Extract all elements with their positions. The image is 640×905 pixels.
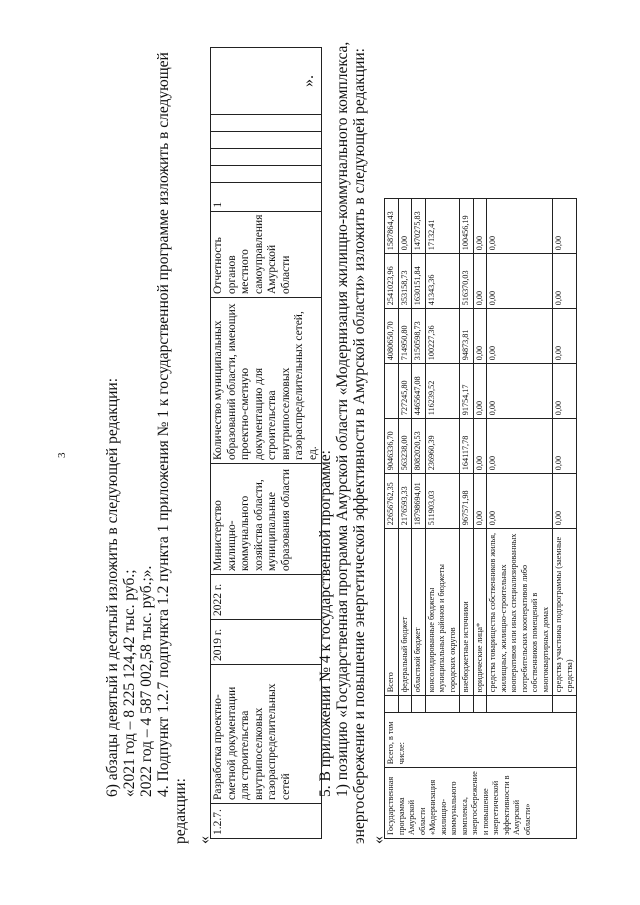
cell-value: 1470275,83 (412, 199, 426, 254)
paragraph-2021: «2021 год – 8 225 124,42 тыс. руб.; (121, 569, 138, 797)
cell-value: 563238,00 (398, 419, 412, 474)
cell-empty (487, 696, 553, 713)
cell-value: 727245,80 (398, 364, 412, 419)
cell-value: 0,00 (473, 199, 487, 254)
cell-reporting: Отчетность органов местного самоуправления Амурской области (211, 211, 322, 297)
cell-value: 967571,98 (460, 474, 474, 529)
cell-empty (211, 148, 322, 165)
cell-number: 1.2.7. (211, 804, 322, 839)
row-label: внебюджетные источники (460, 529, 474, 696)
cell-value: 0,00 (553, 364, 577, 419)
paragraph-4-line1: 4. Подпункт 1.2.7 подпункта 1.2 пункта 1 приложения № 1 к государственной программе изложить в следующей (155, 52, 172, 797)
funding-table (384, 198, 577, 839)
paragraph-5: 5. В приложении № 4 к государственной программе: (317, 450, 334, 797)
row-label: средства товарищества собственников жилья, жилищных, жилищно-строительных кооперативов или иных специализированных потребительских кооперативов либо собственников помещений в многоквартирных домах (487, 529, 553, 696)
cell-value: 2541023,96 (385, 254, 399, 309)
cell-value: 18798694,01 (412, 474, 426, 529)
page-number: 3 (56, 452, 68, 458)
cell-empty (398, 696, 412, 713)
cell-value: 0,00 (553, 474, 577, 529)
cell-value: 94873,81 (460, 309, 474, 364)
cell-value: 0,00 (487, 474, 553, 529)
cell-value: 0,00 (398, 199, 412, 254)
cell-empty (553, 696, 577, 713)
cell-value: 0,00 (553, 309, 577, 364)
paragraph-4-line2: редакции: (172, 778, 189, 844)
cell-empty (385, 696, 399, 713)
cell-value: 714950,80 (398, 309, 412, 364)
paragraph-5-1-line1: 1) позицию «Государственная программа Амурской области «Модернизация жилищно-коммунального комплекса, (334, 41, 351, 797)
cell-value: 353158,73 (398, 254, 412, 309)
cell-value: 2176593,33 (398, 474, 412, 529)
cell-value: 236960,39 (425, 419, 460, 474)
cell-value: 0,00 (473, 419, 487, 474)
cell-value: 9046336,70 (385, 419, 399, 474)
row-label: средства участника подпрограммы (заемные средства) (553, 529, 577, 696)
close-quote-1: ». (300, 75, 317, 87)
cell-value: 4080650,70 (385, 309, 399, 364)
cell-value: 100456,19 (460, 199, 474, 254)
row-label: юридические лица* (473, 529, 487, 696)
cell-start-year: 2019 г. (211, 620, 322, 665)
cell-value: 3150598,73 (412, 309, 426, 364)
cell-value: 0,00 (553, 254, 577, 309)
cell-value: 0,00 (473, 309, 487, 364)
cell-value: 1630151,84 (412, 254, 426, 309)
cell-value (385, 364, 399, 419)
cell-value: 0,00 (487, 419, 553, 474)
cell-value: 8082020,53 (412, 419, 426, 474)
cell-value: 0,00 (487, 364, 553, 419)
cell-value: 0,00 (473, 254, 487, 309)
row-label: федеральный бюджет (398, 529, 412, 696)
cell-empty (460, 696, 474, 713)
cell-executor: Министерство жилищно-коммунального хозяйства области, муниципальные образования области (211, 464, 322, 575)
cell-value: 100227,36 (425, 309, 460, 364)
paragraph-5-1-line2: энергосбережение и повышение энергетической эффективности в Амурской области» изложить в следующей редакции: (351, 48, 368, 844)
row-label: областной бюджет (412, 529, 426, 696)
cell-value: 516370,03 (460, 254, 474, 309)
cell-empty (211, 131, 322, 148)
cell-empty (412, 696, 426, 713)
cell-value: 4465647,08 (412, 364, 426, 419)
open-quote-1: « (196, 836, 213, 844)
open-quote-2: « (370, 836, 387, 844)
subpoint-table (210, 47, 322, 839)
cell-value: 41343,36 (425, 254, 460, 309)
cell-value: 0,00 (487, 309, 553, 364)
cell-value: 0,00 (487, 254, 553, 309)
table-row (385, 199, 399, 839)
cell-value: 0,00 (473, 474, 487, 529)
cell-status: Государственная программа Амурской области «Модернизация жилищно-коммунального комплекса, энергосбережение и повышение энергетической эффективности в Амурской области» (385, 768, 577, 839)
cell-value: 116239,52 (425, 364, 460, 419)
cell-value: 511903,03 (425, 474, 460, 529)
table-row (211, 47, 322, 838)
cell-value: 164117,78 (460, 419, 474, 474)
cell-value: 17132,41 (425, 199, 460, 254)
cell-value: 0,00 (473, 364, 487, 419)
row-label: Всего (385, 529, 399, 696)
cell-value: 22656762,35 (385, 474, 399, 529)
row-label: консолидированные бюджеты муниципальных районов и бюджеты городских округов (425, 529, 460, 696)
cell-value: 0,00 (553, 199, 577, 254)
cell-name: Разработка проектно-сметной документации для строительства внутрипоселковых газораспределительных сетей (211, 665, 322, 804)
cell-empty (211, 114, 322, 131)
cell-end-year: 2022 г. (211, 575, 322, 620)
paragraph-2022: 2022 год – 4 587 002,58 тыс. руб.;». (138, 565, 155, 797)
cell-empty (425, 696, 460, 713)
cell-value: 1587864,43 (385, 199, 399, 254)
cell-value: 91754,17 (460, 364, 474, 419)
paragraph-6: 6) абзацы девятый и десятый изложить в следующей редакции: (104, 377, 121, 797)
cell-empty (211, 165, 322, 182)
cell-value: 0,00 (553, 419, 577, 474)
cell-value-1: 1 (211, 182, 322, 211)
cell-indicator: Количество муниципальных образований области, имеющих проектно-сметную документацию для строительства внутрипоселковых газораспределительных сетей, ед. (211, 298, 322, 464)
cell-empty (473, 696, 487, 713)
cell-total-label: Всего, в том числе: (385, 713, 577, 768)
cell-value: 0,00 (487, 199, 553, 254)
